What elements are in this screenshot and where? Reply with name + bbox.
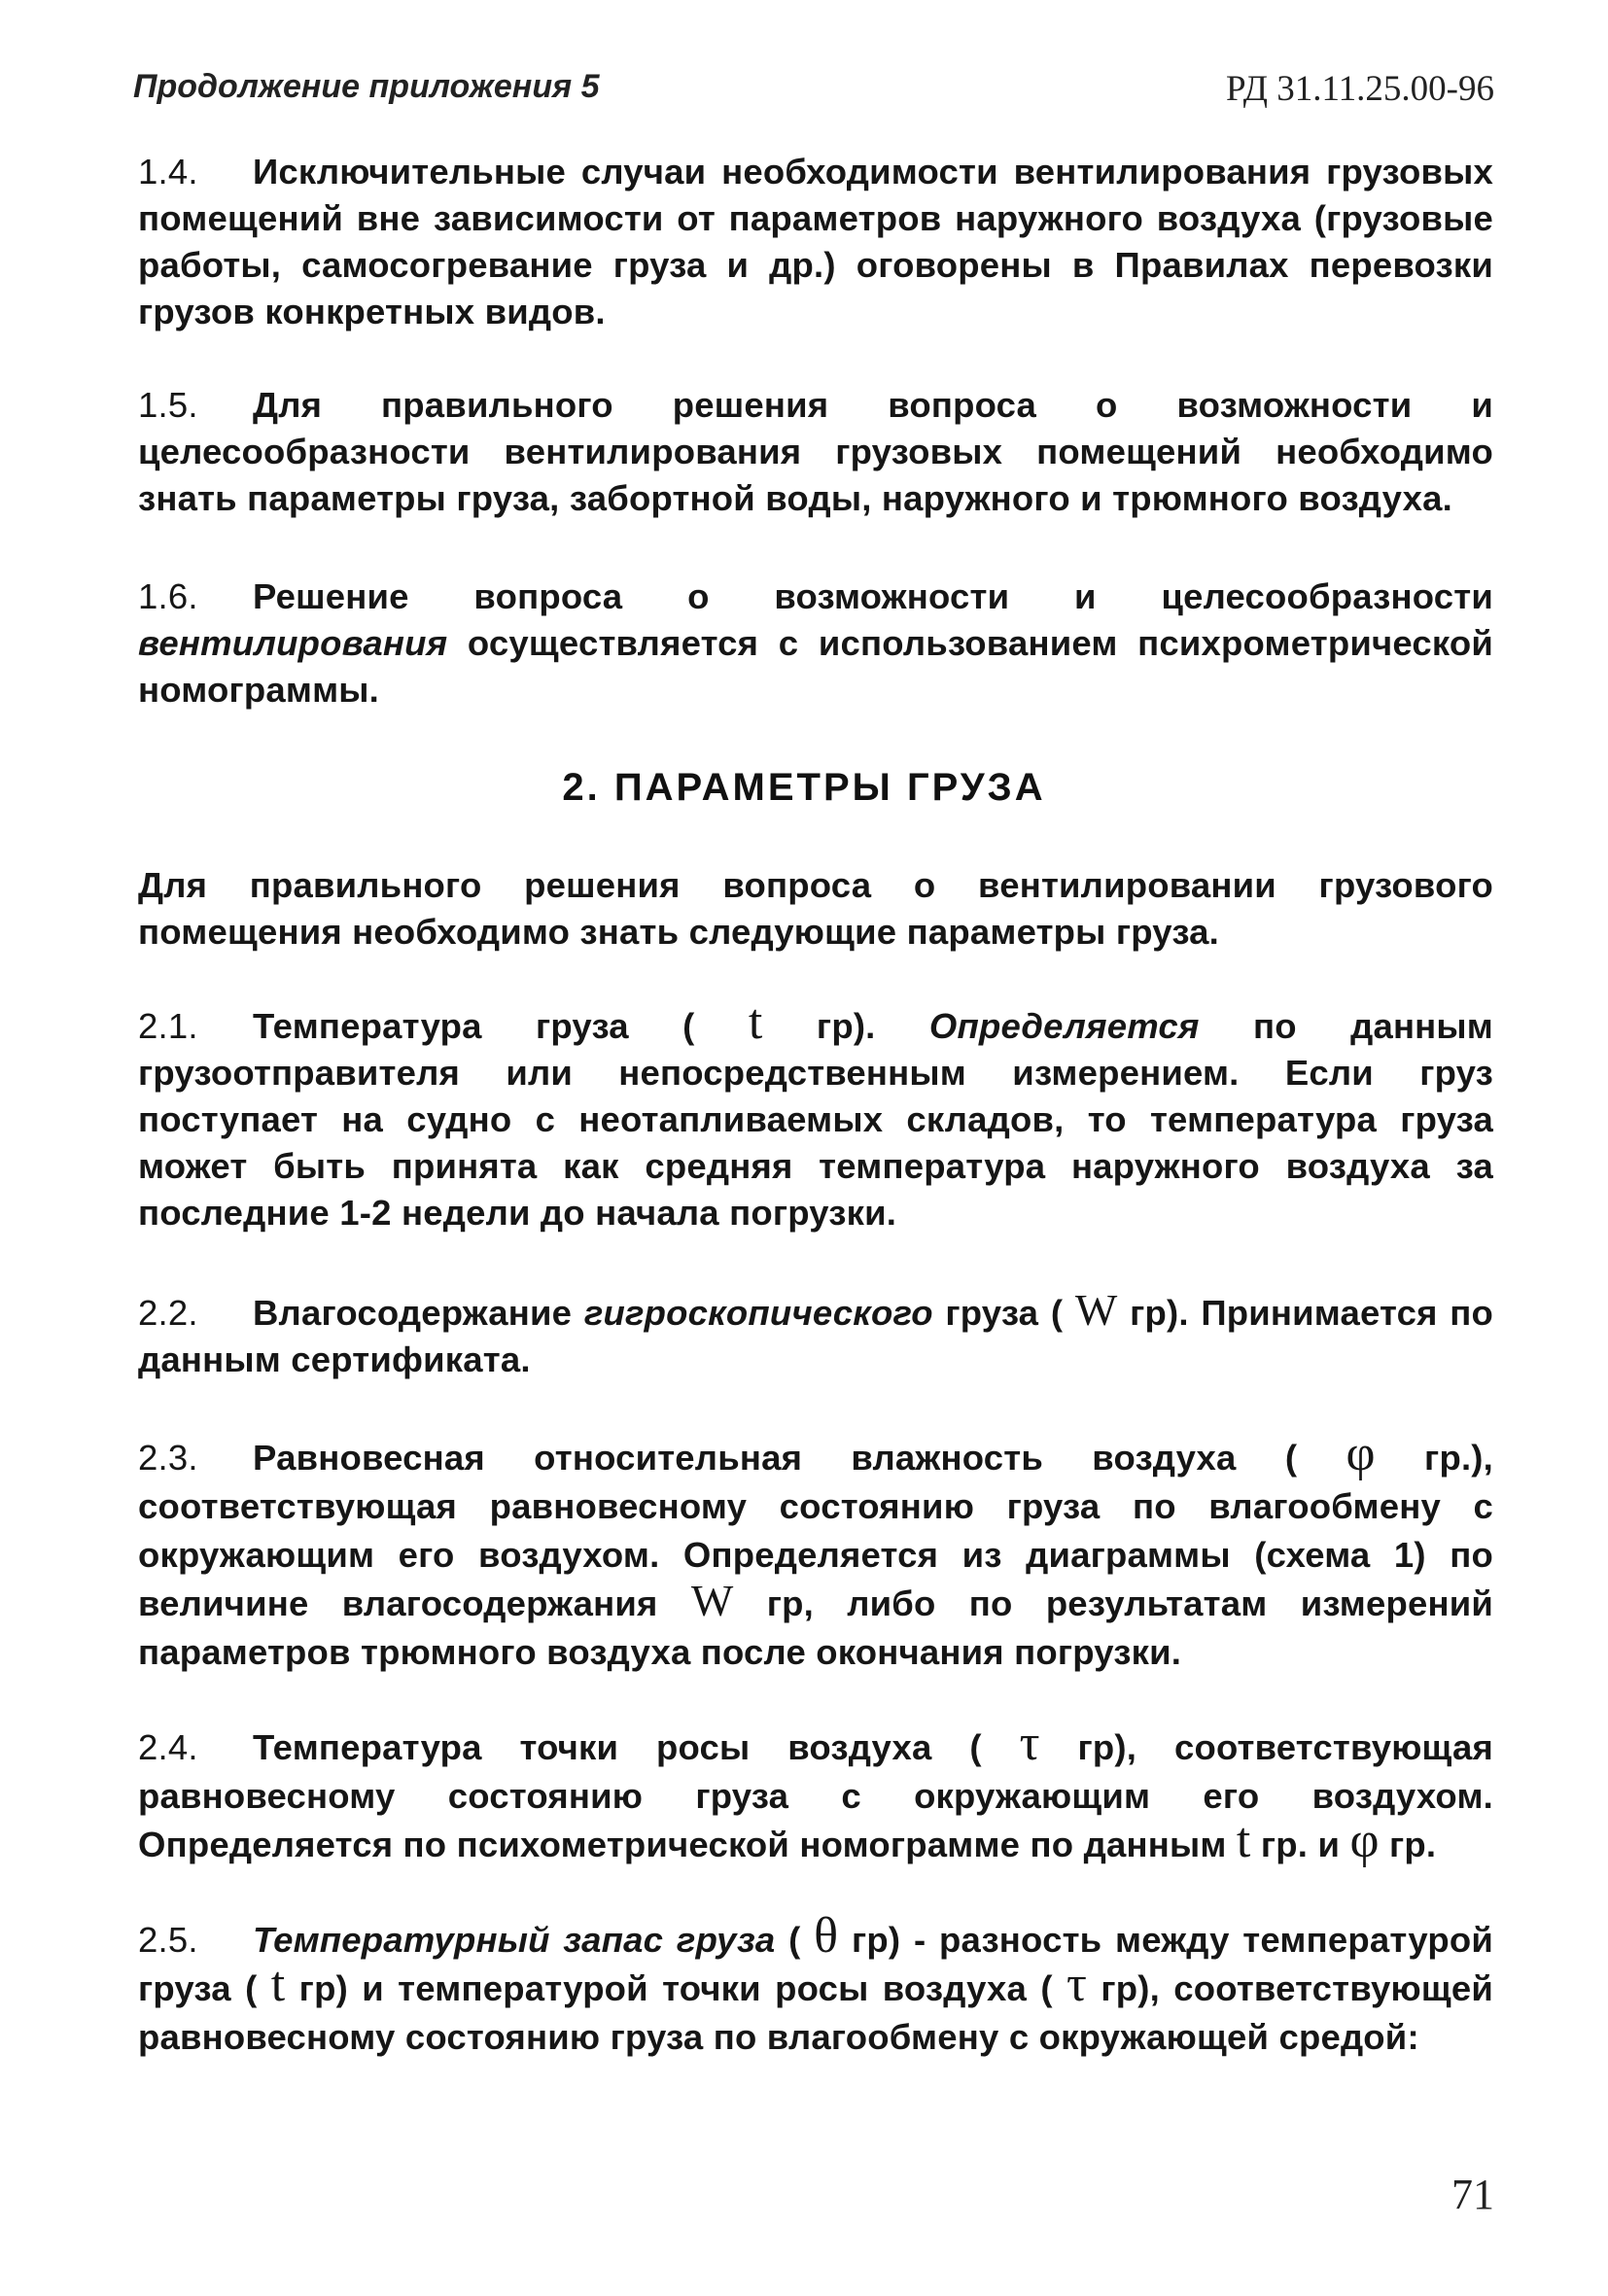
intro-text: Для правильного решения вопроса о вентилировании грузового помещения необходимо знать следующие параметры груза. bbox=[138, 865, 1493, 952]
paragraph-number: 2.5. bbox=[138, 1920, 198, 1960]
paragraph-text: осуществляется с использованием психрометрической номограммы. bbox=[138, 623, 1493, 710]
paragraph-1-6 bbox=[138, 574, 1493, 713]
header-document-code: РД 31.11.25.00-96 bbox=[1226, 69, 1494, 109]
temperature-reserve-symbol: θ bbox=[814, 1908, 839, 1964]
moisture-symbol: W bbox=[690, 1576, 734, 1625]
paragraph-text: гр). Принимается по данным сертификата. bbox=[138, 1293, 1493, 1379]
temperature-symbol: t bbox=[270, 1957, 286, 2012]
section-title: 2. ПАРАМЕТРЫ ГРУЗА bbox=[562, 766, 1046, 809]
paragraph-text: гр.), соответствующая равновесному состоянию груза по влагообмену с окружающим его воздухом. Определяется из диаграммы (схема 1) по величине влагосодержания bbox=[138, 1438, 1493, 1623]
paragraph-1-5 bbox=[138, 382, 1493, 522]
paragraph-text: Влагосодержание bbox=[253, 1293, 584, 1333]
paragraph-text: Для правильного решения вопроса о возможности и целесообразности вентилирования грузовых помещений необходимо знать параметры груза, забортной воды, наружного и трюмного воздуха. bbox=[138, 385, 1493, 518]
paragraph-text: Решение вопроса о возможности и целесообразности bbox=[253, 576, 1493, 616]
paragraph-text: Температура точки росы воздуха ( bbox=[253, 1727, 1020, 1767]
dew-point-symbol: τ bbox=[1066, 1957, 1088, 2012]
paragraph-text: гр, либо по результатам измерений параметров трюмного воздуха после окончания погрузки. bbox=[138, 1583, 1494, 1672]
paragraph-text: Температура груза ( bbox=[253, 1006, 749, 1046]
paragraph-2-5 bbox=[138, 1908, 1493, 2062]
page-header bbox=[133, 68, 1494, 117]
paragraph-number: 2.1. bbox=[138, 1006, 198, 1046]
paragraph-number: 2.4. bbox=[138, 1727, 198, 1767]
section-intro bbox=[138, 862, 1493, 956]
paragraph-text-italic: гигроскопического bbox=[583, 1293, 933, 1333]
paragraph-text: ( bbox=[775, 1920, 815, 1960]
paragraph-text-italic: вентилирования bbox=[138, 623, 448, 663]
paragraph-2-3 bbox=[138, 1426, 1494, 1677]
paragraph-text: Исключительные случаи необходимости вентилирования грузовых помещений вне зависимости от параметров наружного воздуха (грузовые работы, самосогревание груза и др.) оговорены в Правилах перевозки грузов конкретных видов. bbox=[138, 152, 1493, 331]
dew-point-symbol: τ bbox=[1019, 1716, 1040, 1771]
paragraph-text: гр). bbox=[762, 1006, 929, 1046]
paragraph-number: 1.6. bbox=[138, 576, 198, 616]
temperature-symbol: t bbox=[1236, 1813, 1251, 1868]
temperature-symbol: t bbox=[748, 994, 763, 1050]
paragraph-number: 1.5. bbox=[138, 385, 198, 425]
moisture-symbol: W bbox=[1074, 1285, 1118, 1335]
humidity-symbol: φ bbox=[1349, 1813, 1380, 1868]
paragraph-text-italic: Температурный запас груза bbox=[253, 1920, 776, 1960]
paragraph-number: 1.4. bbox=[138, 152, 198, 191]
paragraph-text: гр), соответствующая равновесному состоянию груза с окружающим его воздухом. Определяется по психометрической номограмме по данным bbox=[138, 1727, 1493, 1864]
paragraph-text: гр), соответствующей равновесному состоянию груза по влагообмену с окружающей средой: bbox=[138, 1968, 1493, 2057]
page-number: 71 bbox=[1451, 2171, 1494, 2218]
paragraph-text: гр) и температурой точки росы воздуха ( bbox=[285, 1968, 1066, 2008]
humidity-symbol: φ bbox=[1346, 1426, 1376, 1481]
paragraph-2-1 bbox=[138, 994, 1494, 1236]
paragraph-text: гр. bbox=[1379, 1825, 1437, 1864]
paragraph-text: Равновесная относительная влажность воздуха ( bbox=[253, 1438, 1346, 1478]
paragraph-1-4 bbox=[138, 149, 1493, 335]
paragraph-text: по данным грузоотправителя или непосредственным измерением. Если груз поступает на судно с неотапливаемых складов, то температура груза может быть принята как средняя температура наружного воздуха за последние 1-2 недели до начала погрузки. bbox=[138, 1006, 1494, 1233]
paragraph-text: гр) - разность между температурой груза ( bbox=[138, 1920, 1493, 2008]
header-appendix-label: Продолжение приложения 5 bbox=[133, 68, 600, 105]
paragraph-number: 2.3. bbox=[138, 1438, 198, 1478]
paragraph-2-2 bbox=[138, 1285, 1493, 1383]
paragraph-text: груза ( bbox=[932, 1293, 1075, 1333]
paragraph-text-italic: Определяется bbox=[928, 1006, 1200, 1046]
paragraph-number: 2.2. bbox=[138, 1293, 198, 1333]
paragraph-2-4 bbox=[138, 1716, 1493, 1869]
paragraph-text: гр. и bbox=[1250, 1825, 1350, 1864]
